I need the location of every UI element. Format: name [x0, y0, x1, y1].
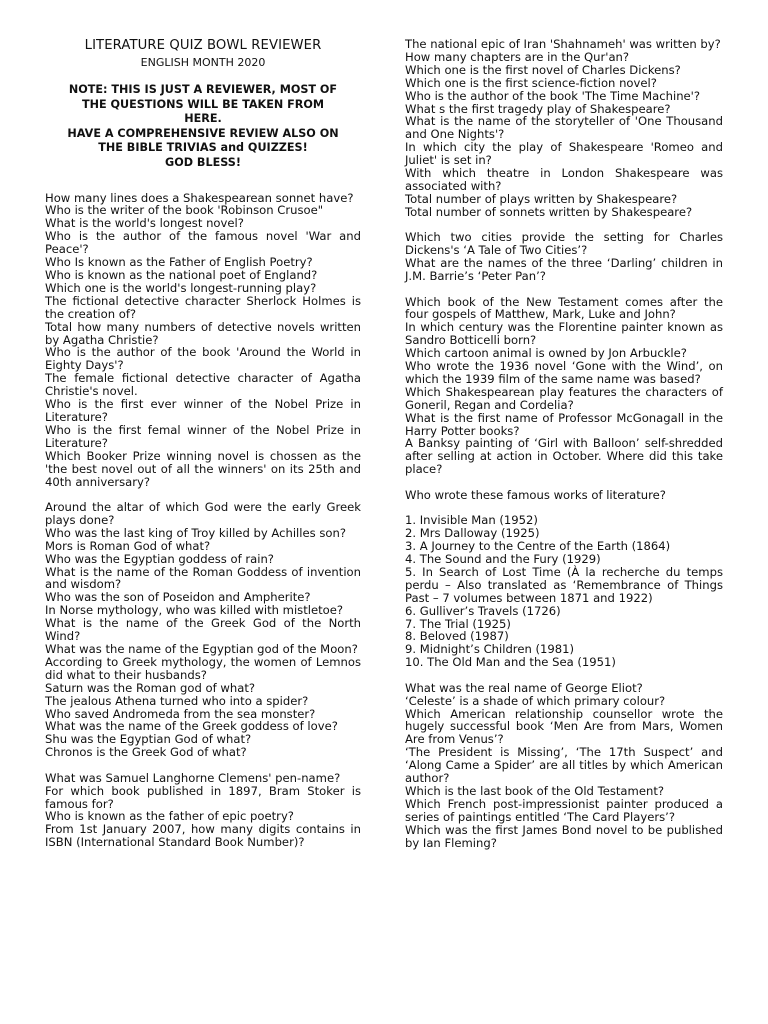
- question: Who is the author of the book 'The Time Machine'?: [405, 88, 701, 103]
- question: Total how many numbers of detective novels written by Agatha Christie?: [45, 319, 361, 347]
- note-line: THE QUESTIONS WILL BE TAKEN FROM: [81, 97, 325, 111]
- question: A Banksy painting of ‘Girl with Balloon’ self-shredded after selling at action in October. Where did this take place?: [405, 436, 723, 477]
- list-item: 4. The Sound and the Fury (1929): [405, 552, 601, 566]
- question: What is the world's longest novel?: [45, 216, 244, 231]
- question-group-misc: [405, 682, 723, 850]
- question: According to Greek mythology, the women of Lemnos did what to their husbands?: [45, 654, 361, 682]
- question: ‘The President is Missing’, ‘The 17th Suspect’ and ‘Along Came a Spider’ are all titles by which American author?: [405, 745, 723, 786]
- question: What was the real name of George Eliot?: [405, 680, 643, 695]
- question: ‘Celeste’ is a shade of which primary colour?: [405, 693, 666, 708]
- question-group-general: [405, 296, 723, 477]
- question: With which theatre in London Shakespeare was associated with?: [405, 166, 723, 193]
- question: What was Samuel Langhorne Clemens' pen-name?: [45, 770, 341, 785]
- question: What s the first tragedy play of Shakespeare?: [405, 101, 671, 116]
- question: What is the name of the Greek God of the North Wind?: [45, 616, 361, 644]
- left-column: [45, 38, 361, 849]
- section-gap: [405, 476, 723, 489]
- question: Who is known as the national poet of England?: [45, 268, 318, 282]
- question: Who is the author of the book 'Around the World in Eighty Days'?: [45, 345, 361, 373]
- works-list: [405, 514, 723, 669]
- question: Who was the Egyptian goddess of rain?: [45, 551, 274, 566]
- question: Chronos is the Greek God of what?: [45, 745, 247, 760]
- question: Which cartoon animal is owned by Jon Arbuckle?: [405, 346, 687, 361]
- question: Total number of plays written by Shakespeare?: [405, 191, 678, 206]
- question: From 1st January 2007, how many digits contains in ISBN (International Standard Book Number)?: [45, 822, 361, 850]
- list-item: 5. In Search of Lost Time (À la recherche du temps perdu – Also translated as ‘Remembrance of Things Past – 7 volumes between 1871 and 1922): [405, 564, 723, 605]
- question: Who is known as the father of epic poetry?: [45, 809, 294, 824]
- question: How many lines does a Shakespearean sonnet have?: [45, 190, 354, 205]
- question: What was the name of the Egyptian god of the Moon?: [45, 641, 358, 656]
- question: For which book published in 1897, Bram Stoker is famous for?: [45, 783, 361, 811]
- question: Who is the writer of the book 'Robinson Crusoe": [45, 203, 324, 218]
- question: In which city the play of Shakespeare 'Romeo and Juliet' is set in?: [405, 140, 723, 168]
- question: Who was the last king of Troy killed by Achilles son?: [45, 525, 346, 540]
- question: Mors is Roman God of what?: [45, 538, 211, 553]
- question: Which American relationship counsellor wrote the hugely successful book ‘Men Are from Mars, Women Are from Venus’?: [405, 706, 723, 747]
- list-item: 6. Gulliver’s Travels (1726): [405, 603, 561, 618]
- question-group-dickens-barrie: [405, 231, 723, 283]
- question: The jealous Athena turned who into a spider?: [45, 693, 309, 708]
- question: Which Shakespearean play features the characters of Goneril, Regan and Cordelia?: [405, 384, 723, 412]
- question: Shu was the Egyptian God of what?: [45, 732, 252, 747]
- list-item: 8. Beloved (1987): [405, 629, 509, 644]
- question: Saturn was the Roman god of what?: [45, 680, 256, 695]
- list-item: 10. The Old Man and the Sea (1951): [405, 655, 616, 670]
- question: Around the altar of which God were the early Greek plays done?: [45, 500, 361, 527]
- question: How many chapters are in the Qur'an?: [405, 49, 630, 64]
- question: What are the names of the three ‘Darling’ children in J.M. Barrie’s ‘Peter Pan’?: [405, 256, 723, 283]
- question: Who is the first femal winner of the Nobel Prize in Literature?: [45, 422, 361, 450]
- section-gap: [405, 283, 723, 296]
- question: Who wrote the 1936 novel ‘Gone with the Wind’, on which the 1939 film of the same name was based?: [405, 359, 723, 386]
- document-subtitle: ENGLISH MONTH 2020: [140, 56, 266, 69]
- question: Which one is the world's longest-running play?: [45, 280, 317, 295]
- section-gap: [45, 759, 361, 772]
- question: Who saved Andromeda from the sea monster?: [45, 706, 316, 721]
- list-item: 7. The Trial (1925): [405, 616, 511, 631]
- question: Which French post-impressionist painter produced a series of paintings entitled ‘The Card Players’?: [405, 796, 723, 824]
- question: In Norse mythology, who was killed with mistletoe?: [45, 603, 344, 618]
- list-item: 3. A Journey to the Centre of the Earth (1864): [405, 539, 671, 554]
- question: Which is the last book of the Old Testament?: [405, 784, 665, 798]
- note-line: GOD BLESS!: [165, 155, 241, 169]
- works-heading: Who wrote these famous works of literature?: [405, 487, 666, 502]
- question: What was the name of the Greek goddess of love?: [45, 719, 338, 734]
- question: Total number of sonnets written by Shakespeare?: [405, 204, 693, 219]
- question: In which century was the Florentine painter known as Sandro Botticelli born?: [405, 320, 723, 348]
- question: Which was the first James Bond novel to be published by Ian Fleming?: [405, 822, 723, 850]
- question: The female fictional detective character of Agatha Christie's novel.: [45, 371, 361, 399]
- right-column: [405, 38, 723, 850]
- list-item: 9. Midnight’s Children (1981): [405, 642, 575, 657]
- question: Which one is the first novel of Charles Dickens?: [405, 62, 681, 77]
- question-group-mythology: [45, 501, 361, 759]
- note-block: [45, 83, 361, 171]
- note-line: HAVE A COMPREHENSIVE REVIEW ALSO ON: [67, 126, 339, 140]
- question: Who Is known as the Father of English Poetry?: [45, 255, 313, 270]
- list-item: 1. Invisible Man (1952): [405, 513, 538, 528]
- question: Which two cities provide the setting for Charles Dickens's ‘A Tale of Two Cities’?: [405, 230, 723, 258]
- note-line: NOTE: THIS IS JUST A REVIEWER, MOST OF: [68, 83, 338, 96]
- question: What is the name of the storyteller of 'One Thousand and One Nights'?: [405, 114, 723, 142]
- question: The national epic of Iran 'Shahnameh' was written by?: [405, 37, 721, 51]
- question: What is the name of the Roman Goddess of invention and wisdom?: [45, 564, 361, 592]
- document-title: LITERATURE QUIZ BOWL REVIEWER: [84, 38, 322, 53]
- question: Which one is the first science-fiction novel?: [405, 75, 657, 90]
- note-line: THE BIBLE TRIVIAS and QUIZZES!: [98, 141, 308, 155]
- question: Who was the son of Poseidon and Ampherite?: [45, 590, 311, 605]
- note-line: HERE.: [184, 112, 222, 126]
- question: Who is the author of the famous novel 'War and Peace'?: [45, 229, 361, 257]
- question: What is the first name of Professor McGonagall in the Harry Potter books?: [405, 410, 723, 438]
- question: The fictional detective character Sherlock Holmes is the creation of?: [45, 293, 361, 321]
- section-gap: [405, 669, 723, 682]
- question: Who is the first ever winner of the Nobel Prize in Literature?: [45, 397, 361, 424]
- question: Which Booker Prize winning novel is chossen as the 'the best novel out of all the winners' on its 25th and 40th anniversary?: [45, 448, 361, 489]
- question-group-authors: [45, 772, 361, 849]
- question-group-classics: [405, 38, 723, 219]
- list-item: 2. Mrs Dalloway (1925): [405, 526, 540, 541]
- question: Which book of the New Testament comes after the four gospels of Matthew, Mark, Luke and John?: [405, 294, 723, 322]
- question-group-literature: [45, 192, 361, 489]
